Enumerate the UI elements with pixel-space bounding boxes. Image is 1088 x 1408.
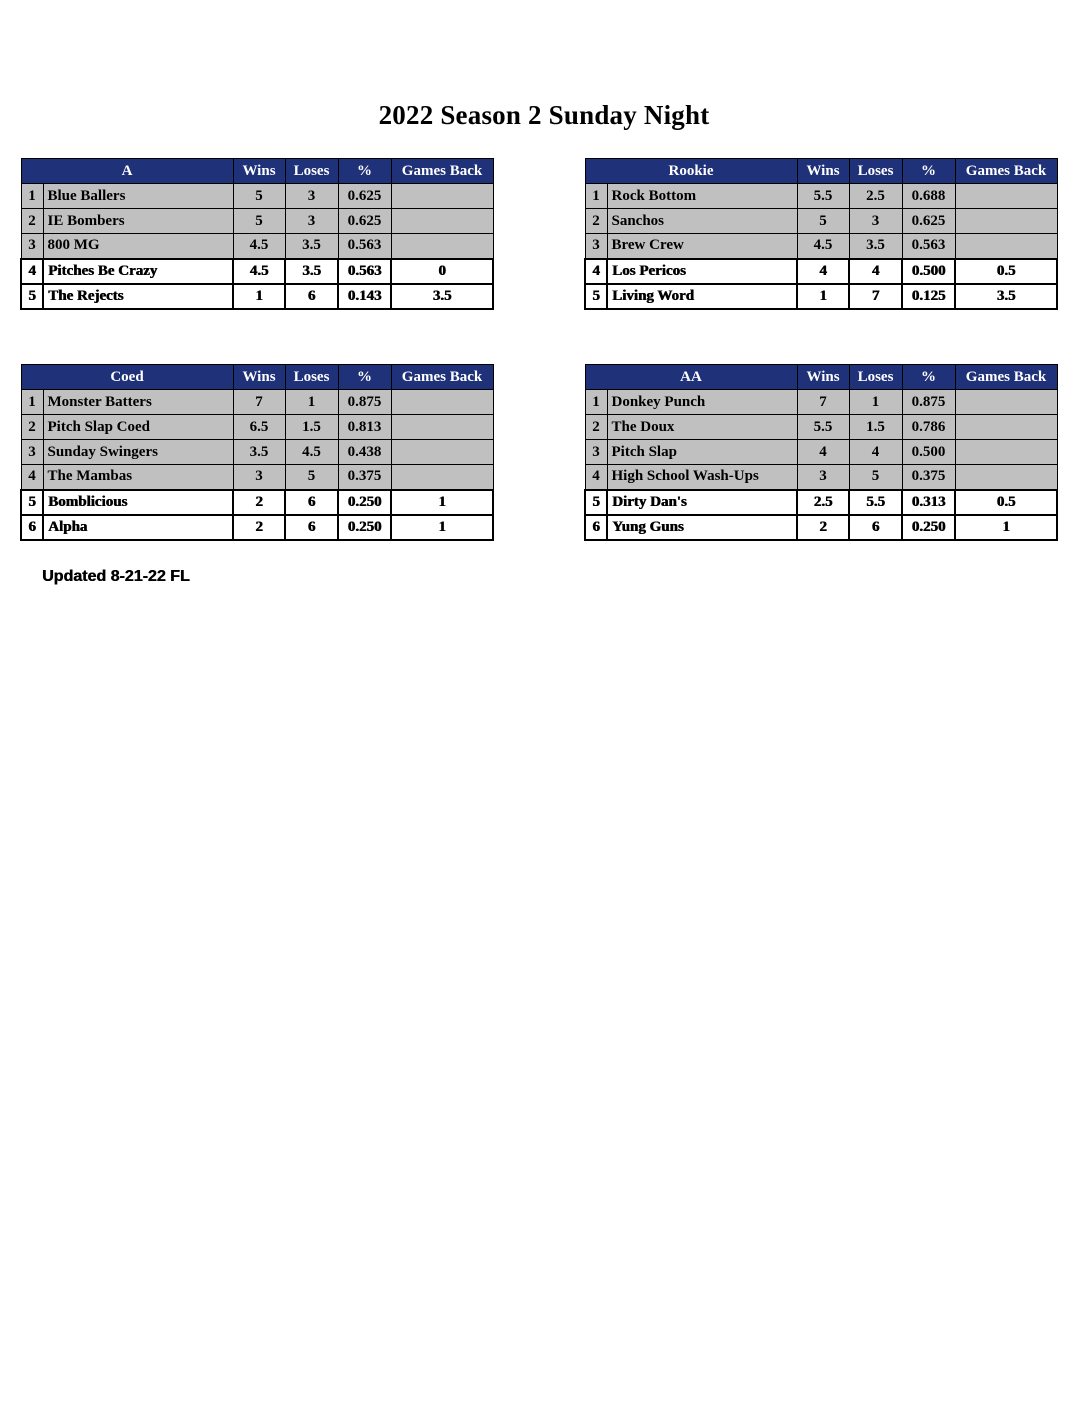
team-cell: The Rejects: [43, 284, 233, 309]
games-back-cell: [391, 209, 493, 234]
pct-cell: 0.375: [338, 465, 391, 490]
games-back-cell: [955, 390, 1057, 415]
table-header-row: [21, 365, 493, 390]
wins-cell: 3: [233, 465, 285, 490]
col-pct-header: %: [338, 365, 391, 390]
table-header-row: [585, 365, 1057, 390]
division-header: Rookie: [585, 159, 797, 184]
pct-cell: 0.563: [902, 234, 955, 259]
wins-cell: 5: [233, 209, 285, 234]
rank-cell: 6: [21, 515, 43, 540]
team-cell: Bomblicious: [43, 490, 233, 515]
table-row: [21, 465, 493, 490]
loses-cell: 6: [849, 515, 902, 540]
rank-cell: 6: [585, 515, 607, 540]
wins-cell: 3: [797, 465, 849, 490]
rank-cell: 2: [21, 209, 43, 234]
col-loses-header: Loses: [849, 365, 902, 390]
loses-cell: 3.5: [849, 234, 902, 259]
loses-cell: 3: [285, 209, 338, 234]
table-row: [585, 184, 1057, 209]
wins-cell: 1: [797, 284, 849, 309]
games-back-cell: [955, 440, 1057, 465]
standings-table-a: [20, 158, 494, 310]
loses-cell: 1.5: [849, 415, 902, 440]
pct-cell: 0.125: [902, 284, 955, 309]
loses-cell: 6: [285, 515, 338, 540]
table-body: [585, 184, 1057, 309]
pct-cell: 0.625: [338, 184, 391, 209]
pct-cell: 0.250: [902, 515, 955, 540]
loses-cell: 2.5: [849, 184, 902, 209]
wins-cell: 5.5: [797, 415, 849, 440]
table-row: [585, 490, 1057, 515]
team-cell: Yung Guns: [607, 515, 797, 540]
rank-cell: 4: [585, 259, 607, 284]
team-cell: Rock Bottom: [607, 184, 797, 209]
wins-cell: 1: [233, 284, 285, 309]
wins-cell: 2: [233, 490, 285, 515]
rank-cell: 4: [21, 259, 43, 284]
pct-cell: 0.563: [338, 234, 391, 259]
games-back-cell: 1: [391, 515, 493, 540]
col-wins-header: Wins: [797, 365, 849, 390]
team-cell: Sunday Swingers: [43, 440, 233, 465]
team-cell: Monster Batters: [43, 390, 233, 415]
division-header: Coed: [21, 365, 233, 390]
games-back-cell: [391, 415, 493, 440]
rank-cell: 1: [21, 184, 43, 209]
rank-cell: 2: [585, 209, 607, 234]
team-cell: Pitches Be Crazy: [43, 259, 233, 284]
team-cell: Brew Crew: [607, 234, 797, 259]
games-back-cell: [955, 234, 1057, 259]
rank-cell: 5: [21, 284, 43, 309]
table-body: [585, 390, 1057, 540]
table-row: [21, 390, 493, 415]
games-back-cell: 1: [955, 515, 1057, 540]
pct-cell: 0.438: [338, 440, 391, 465]
pct-cell: 0.813: [338, 415, 391, 440]
division-header: A: [21, 159, 233, 184]
table-row: [21, 515, 493, 540]
table-row: [585, 259, 1057, 284]
wins-cell: 2.5: [797, 490, 849, 515]
table-header-row: [585, 159, 1057, 184]
table-row: [21, 490, 493, 515]
wins-cell: 2: [797, 515, 849, 540]
pct-cell: 0.500: [902, 440, 955, 465]
table-row: [21, 234, 493, 259]
standings-table-coed: [20, 364, 494, 541]
table-row: [585, 440, 1057, 465]
team-cell: Dirty Dan's: [607, 490, 797, 515]
pct-cell: 0.625: [902, 209, 955, 234]
col-loses-header: Loses: [849, 159, 902, 184]
rank-cell: 3: [585, 234, 607, 259]
col-pct-header: %: [902, 159, 955, 184]
wins-cell: 5.5: [797, 184, 849, 209]
loses-cell: 6: [285, 490, 338, 515]
table-row: [585, 390, 1057, 415]
games-back-cell: [955, 415, 1057, 440]
loses-cell: 4: [849, 440, 902, 465]
rank-cell: 2: [585, 415, 607, 440]
col-pct-header: %: [902, 365, 955, 390]
wins-cell: 5: [233, 184, 285, 209]
team-cell: Alpha: [43, 515, 233, 540]
standings-table-aa: [584, 364, 1058, 541]
table-row: [21, 284, 493, 309]
pct-cell: 0.688: [902, 184, 955, 209]
wins-cell: 4: [797, 259, 849, 284]
col-loses-header: Loses: [285, 159, 338, 184]
games-back-cell: [391, 440, 493, 465]
pct-cell: 0.143: [338, 284, 391, 309]
table-row: [21, 209, 493, 234]
table-row: [21, 259, 493, 284]
rank-cell: 5: [21, 490, 43, 515]
col-games-back-header: Games Back: [391, 159, 493, 184]
loses-cell: 5.5: [849, 490, 902, 515]
col-loses-header: Loses: [285, 365, 338, 390]
games-back-cell: 0: [391, 259, 493, 284]
col-pct-header: %: [338, 159, 391, 184]
standings-table-rookie: [584, 158, 1058, 310]
team-cell: Pitch Slap Coed: [43, 415, 233, 440]
pct-cell: 0.786: [902, 415, 955, 440]
games-back-cell: 0.5: [955, 259, 1057, 284]
table-body: [21, 390, 493, 540]
wins-cell: 4.5: [233, 234, 285, 259]
games-back-cell: 3.5: [955, 284, 1057, 309]
pct-cell: 0.250: [338, 515, 391, 540]
table-row: [585, 515, 1057, 540]
table-body: [21, 184, 493, 309]
table-row: [585, 234, 1057, 259]
table-row: [585, 465, 1057, 490]
rank-cell: 3: [585, 440, 607, 465]
team-cell: 800 MG: [43, 234, 233, 259]
loses-cell: 3: [849, 209, 902, 234]
rank-cell: 3: [21, 440, 43, 465]
games-back-cell: [391, 465, 493, 490]
games-back-cell: [391, 234, 493, 259]
rank-cell: 1: [21, 390, 43, 415]
pct-cell: 0.500: [902, 259, 955, 284]
pct-cell: 0.563: [338, 259, 391, 284]
table-row: [21, 415, 493, 440]
team-cell: IE Bombers: [43, 209, 233, 234]
loses-cell: 1.5: [285, 415, 338, 440]
loses-cell: 4.5: [285, 440, 338, 465]
wins-cell: 7: [233, 390, 285, 415]
col-wins-header: Wins: [797, 159, 849, 184]
rank-cell: 1: [585, 184, 607, 209]
games-back-cell: [955, 209, 1057, 234]
loses-cell: 3: [285, 184, 338, 209]
wins-cell: 7: [797, 390, 849, 415]
team-cell: The Mambas: [43, 465, 233, 490]
table-row: [585, 415, 1057, 440]
division-header: AA: [585, 365, 797, 390]
wins-cell: 2: [233, 515, 285, 540]
team-cell: Pitch Slap: [607, 440, 797, 465]
rank-cell: 1: [585, 390, 607, 415]
table-row: [21, 440, 493, 465]
loses-cell: 4: [849, 259, 902, 284]
rank-cell: 3: [21, 234, 43, 259]
games-back-cell: [955, 465, 1057, 490]
rank-cell: 4: [21, 465, 43, 490]
games-back-cell: [955, 184, 1057, 209]
pct-cell: 0.313: [902, 490, 955, 515]
games-back-cell: 3.5: [391, 284, 493, 309]
team-cell: The Doux: [607, 415, 797, 440]
table-row: [585, 284, 1057, 309]
team-cell: Donkey Punch: [607, 390, 797, 415]
games-back-cell: [391, 390, 493, 415]
page-title: 2022 Season 2 Sunday Night: [378, 100, 710, 130]
loses-cell: 1: [849, 390, 902, 415]
loses-cell: 5: [849, 465, 902, 490]
table-row: [21, 184, 493, 209]
table-row: [585, 209, 1057, 234]
loses-cell: 1: [285, 390, 338, 415]
wins-cell: 6.5: [233, 415, 285, 440]
team-cell: Sanchos: [607, 209, 797, 234]
rank-cell: 4: [585, 465, 607, 490]
rank-cell: 5: [585, 490, 607, 515]
pct-cell: 0.375: [902, 465, 955, 490]
pct-cell: 0.875: [902, 390, 955, 415]
team-cell: High School Wash-Ups: [607, 465, 797, 490]
games-back-cell: 1: [391, 490, 493, 515]
table-header-row: [21, 159, 493, 184]
wins-cell: 4.5: [797, 234, 849, 259]
wins-cell: 4: [797, 440, 849, 465]
pct-cell: 0.875: [338, 390, 391, 415]
updated-note: Updated 8-21-22 FL: [42, 568, 190, 585]
team-cell: Los Pericos: [607, 259, 797, 284]
col-games-back-header: Games Back: [955, 365, 1057, 390]
pct-cell: 0.250: [338, 490, 391, 515]
loses-cell: 6: [285, 284, 338, 309]
rank-cell: 5: [585, 284, 607, 309]
loses-cell: 7: [849, 284, 902, 309]
wins-cell: 4.5: [233, 259, 285, 284]
col-games-back-header: Games Back: [955, 159, 1057, 184]
loses-cell: 5: [285, 465, 338, 490]
col-wins-header: Wins: [233, 159, 285, 184]
loses-cell: 3.5: [285, 259, 338, 284]
col-games-back-header: Games Back: [391, 365, 493, 390]
games-back-cell: [391, 184, 493, 209]
team-cell: Living Word: [607, 284, 797, 309]
loses-cell: 3.5: [285, 234, 338, 259]
pct-cell: 0.625: [338, 209, 391, 234]
games-back-cell: 0.5: [955, 490, 1057, 515]
wins-cell: 3.5: [233, 440, 285, 465]
col-wins-header: Wins: [233, 365, 285, 390]
wins-cell: 5: [797, 209, 849, 234]
team-cell: Blue Ballers: [43, 184, 233, 209]
rank-cell: 2: [21, 415, 43, 440]
